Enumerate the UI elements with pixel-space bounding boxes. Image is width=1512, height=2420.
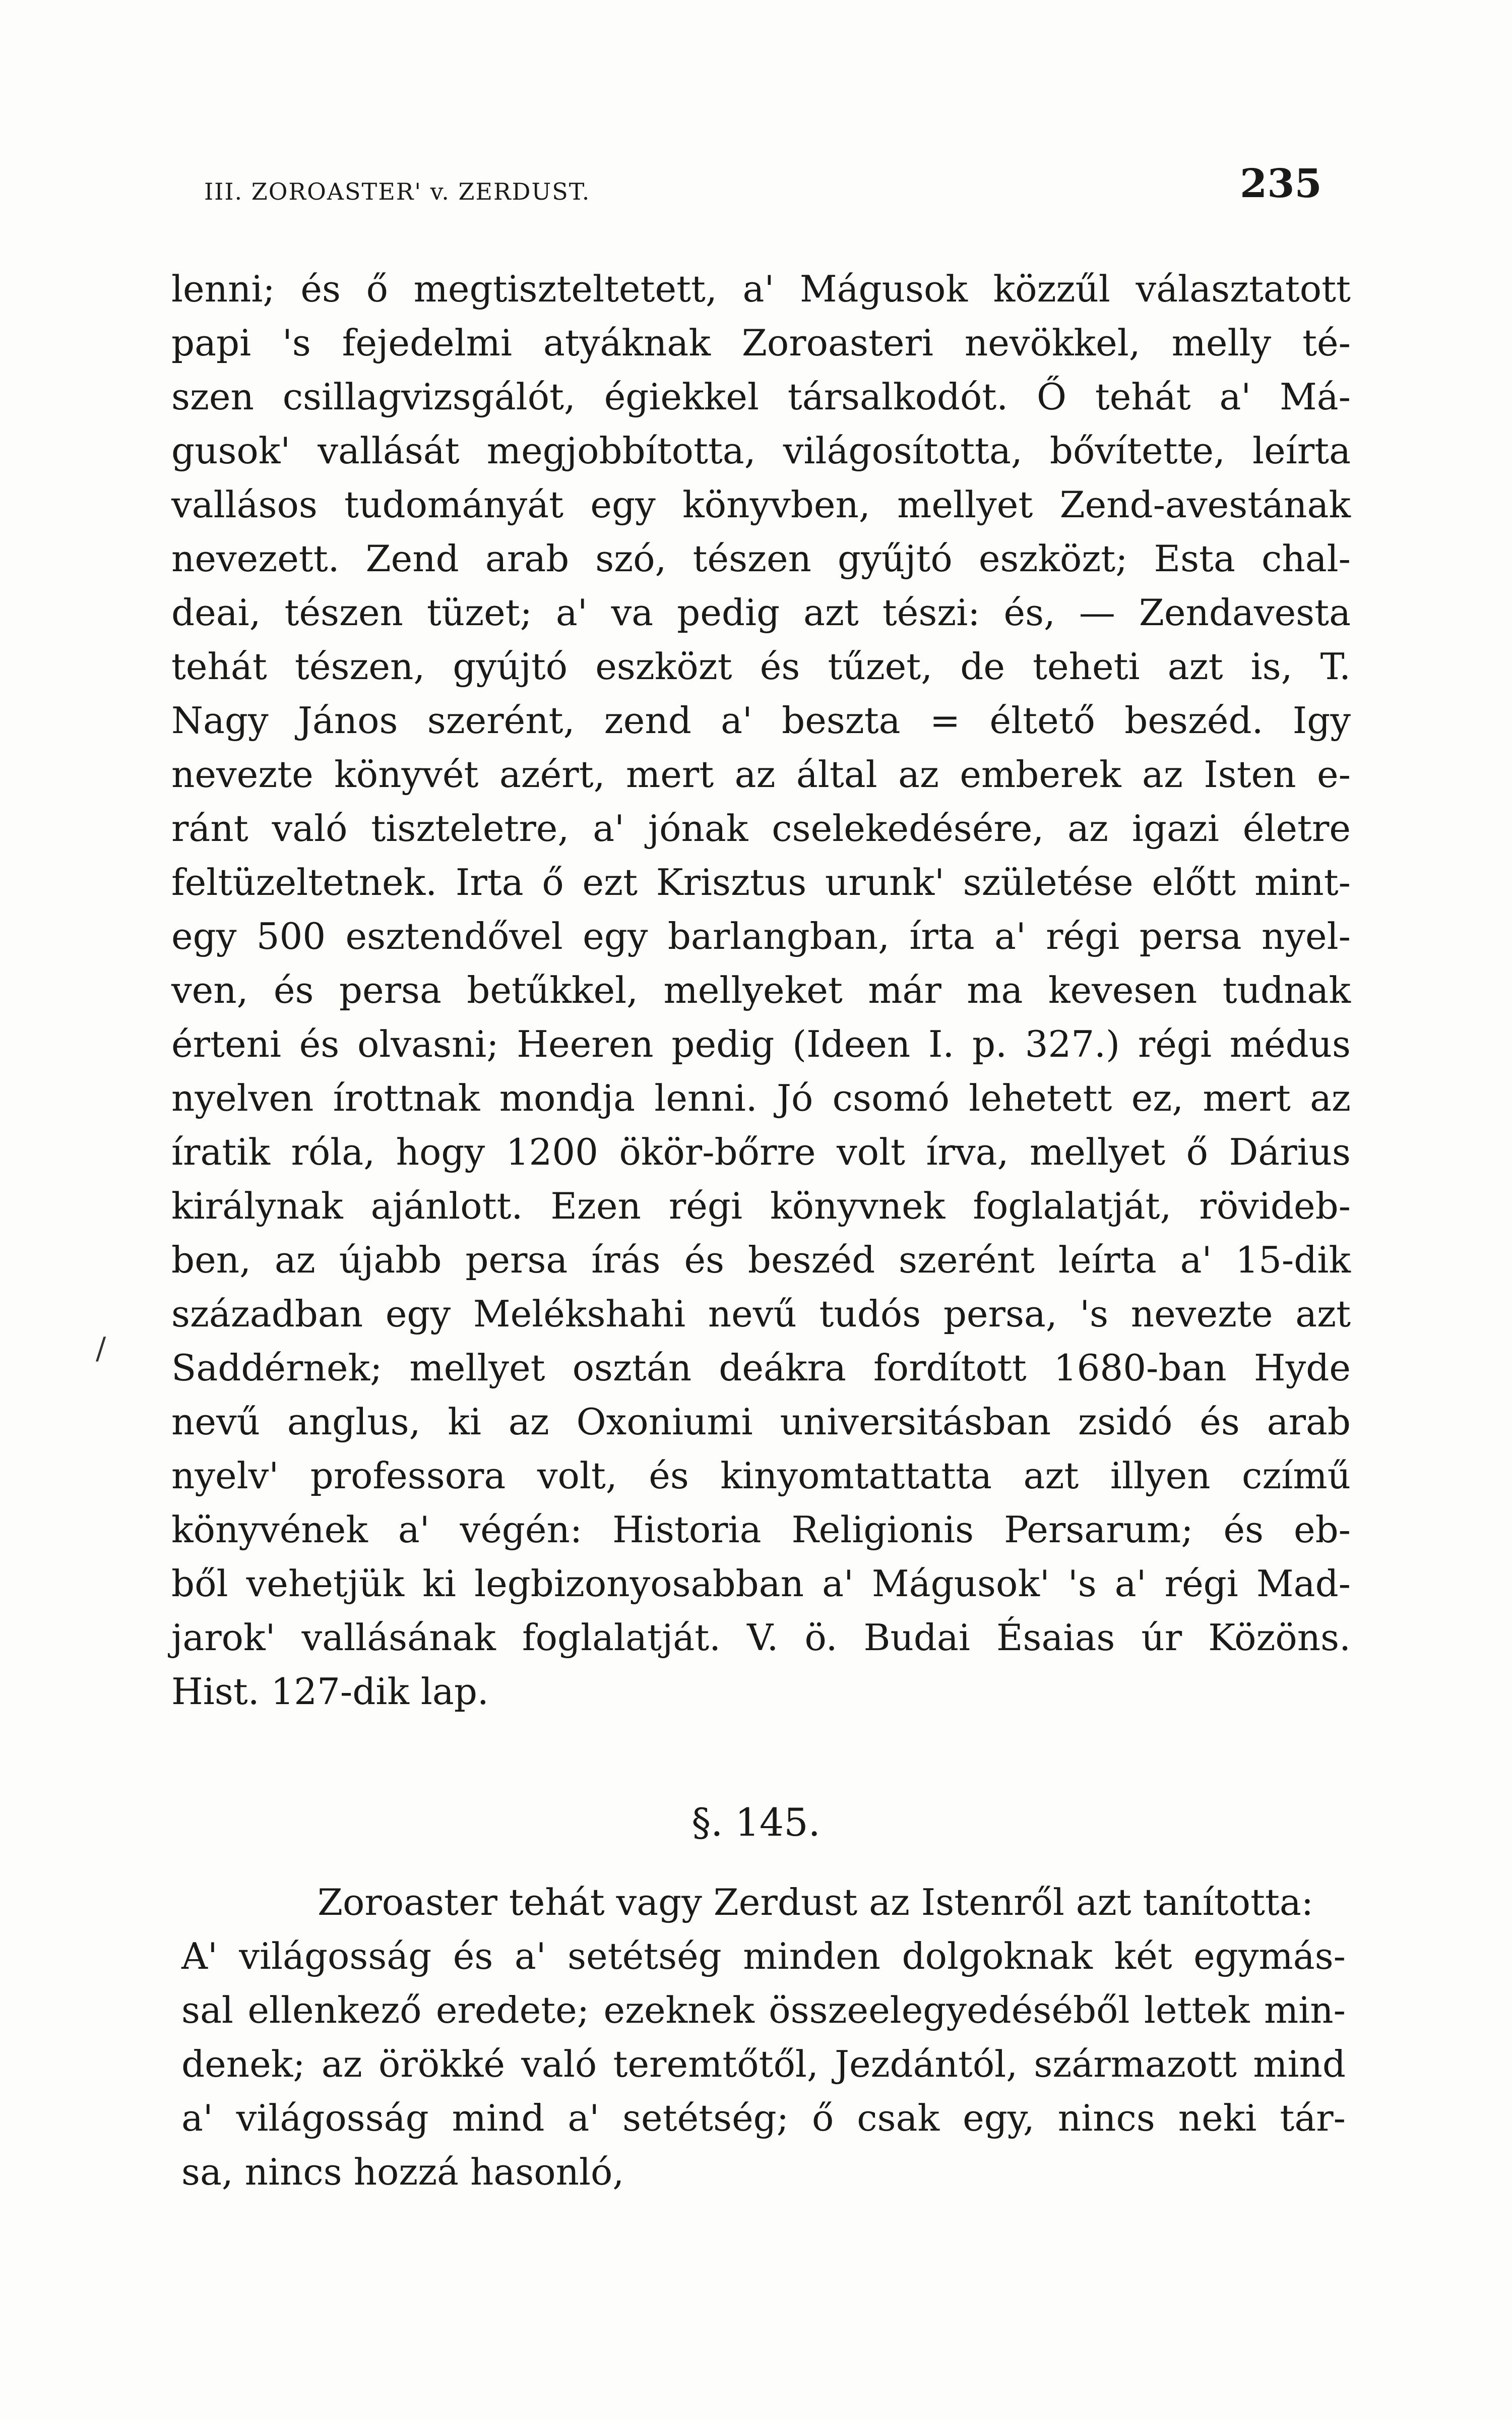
text-line: papi 's fejedelmi atyáknak Zoroasteri nevökkel, melly té- [171, 322, 1351, 364]
section-heading: §. 145. [691, 1800, 821, 1845]
running-title: III. ZOROASTER' v. ZERDUST. [204, 178, 591, 205]
text-line: ből vehetjük ki legbizonyosabban a' Mágusok' 's a' régi Mad- [171, 1562, 1351, 1605]
text-line: jarok' vallásának foglalatját. V. ö. Budai Ésaias úr Közöns. [171, 1616, 1351, 1659]
text-line: ben, az újabb persa írás és beszéd szerént leírta a' 15-dik [171, 1239, 1351, 1281]
text-line: sal ellenkező eredete; ezeknek összeelegyedéséből lettek min- [181, 1989, 1346, 2031]
text-line: A' világosság és a' setétség minden dolgoknak két egymás- [181, 1935, 1346, 1977]
text-line: íratik róla, hogy 1200 ökör-bőrre volt írva, mellyet ő Dárius [171, 1131, 1351, 1173]
text-line: a' világosság mind a' setétség; ő csak egy, nincs neki tár- [181, 2097, 1346, 2139]
text-line: nevű anglus, ki az Oxoniumi universitásban zsidó és arab [171, 1401, 1351, 1443]
text-line: ven, és persa betűkkel, mellyeket már ma kevesen tudnak [171, 969, 1351, 1011]
text-line: feltüzeltetnek. Irta ő ezt Krisztus urunk' születése előtt mint- [171, 861, 1351, 903]
text-line: könyvének a' végén: Historia Religionis Persarum; és eb- [171, 1508, 1351, 1551]
text-line: Saddérnek; mellyet osztán deákra fordított 1680-ban Hyde [171, 1347, 1351, 1389]
text-line: királynak ajánlott. Ezen régi könyvnek foglalatját, rövideb- [171, 1185, 1351, 1227]
main-text-block [171, 262, 1351, 1719]
section-text-block [181, 1876, 1346, 2199]
text-line: denek; az örökké való teremtőtől, Jezdántól, származott mind [181, 2043, 1346, 2085]
text-line: deai, tészen tüzet; a' va pedig azt tészi: és, — Zendavesta [171, 591, 1351, 634]
text-line: tehát tészen, gyújtó eszközt és tűzet, de teheti azt is, T. [171, 645, 1351, 688]
text-line: érteni és olvasni; Heeren pedig (Ideen I. p. 327.) régi médus [171, 1023, 1351, 1065]
text-line: nevezett. Zend arab szó, tészen gyűjtó eszközt; Esta chal- [171, 537, 1351, 580]
text-line: lenni; és ő megtiszteltetett, a' Mágusok közzűl választatott [171, 268, 1351, 310]
text-line: században egy Melékshahi nevű tudós persa, 's nevezte azt [171, 1293, 1351, 1335]
text-line: Hist. 127-dik lap. [171, 1670, 489, 1713]
text-line: Zoroaster tehát vagy Zerdust az Istenről azt tanította: [318, 1881, 1314, 1923]
margin-mark: / [96, 1331, 106, 1366]
text-line: gusok' vallását megjobbította, világosította, bővítette, leírta [171, 430, 1351, 472]
text-line: sa, nincs hozzá hasonló, [181, 2151, 624, 2193]
text-line: vallásos tudományát egy könyvben, mellyet Zend-avestának [171, 483, 1351, 526]
page-number: 235 [1240, 161, 1322, 207]
text-line: nyelven írottnak mondja lenni. Jó csomó lehetett ez, mert az [171, 1077, 1351, 1119]
text-line: ránt való tiszteletre, a' jónak cselekedésére, az igazi életre [171, 807, 1351, 850]
text-line: nevezte könyvét azért, mert az által az emberek az Isten e- [171, 753, 1351, 796]
text-line: szen csillagvizsgálót, égiekkel társalkodót. Ő tehát a' Má- [171, 376, 1351, 418]
text-line: nyelv' professora volt, és kinyomtattatta azt illyen czímű [171, 1455, 1351, 1497]
text-line: egy 500 esztendővel egy barlangban, írta a' régi persa nyel- [171, 915, 1351, 957]
text-line: Nagy János szerént, zend a' beszta = éltető beszéd. Igy [171, 699, 1351, 742]
